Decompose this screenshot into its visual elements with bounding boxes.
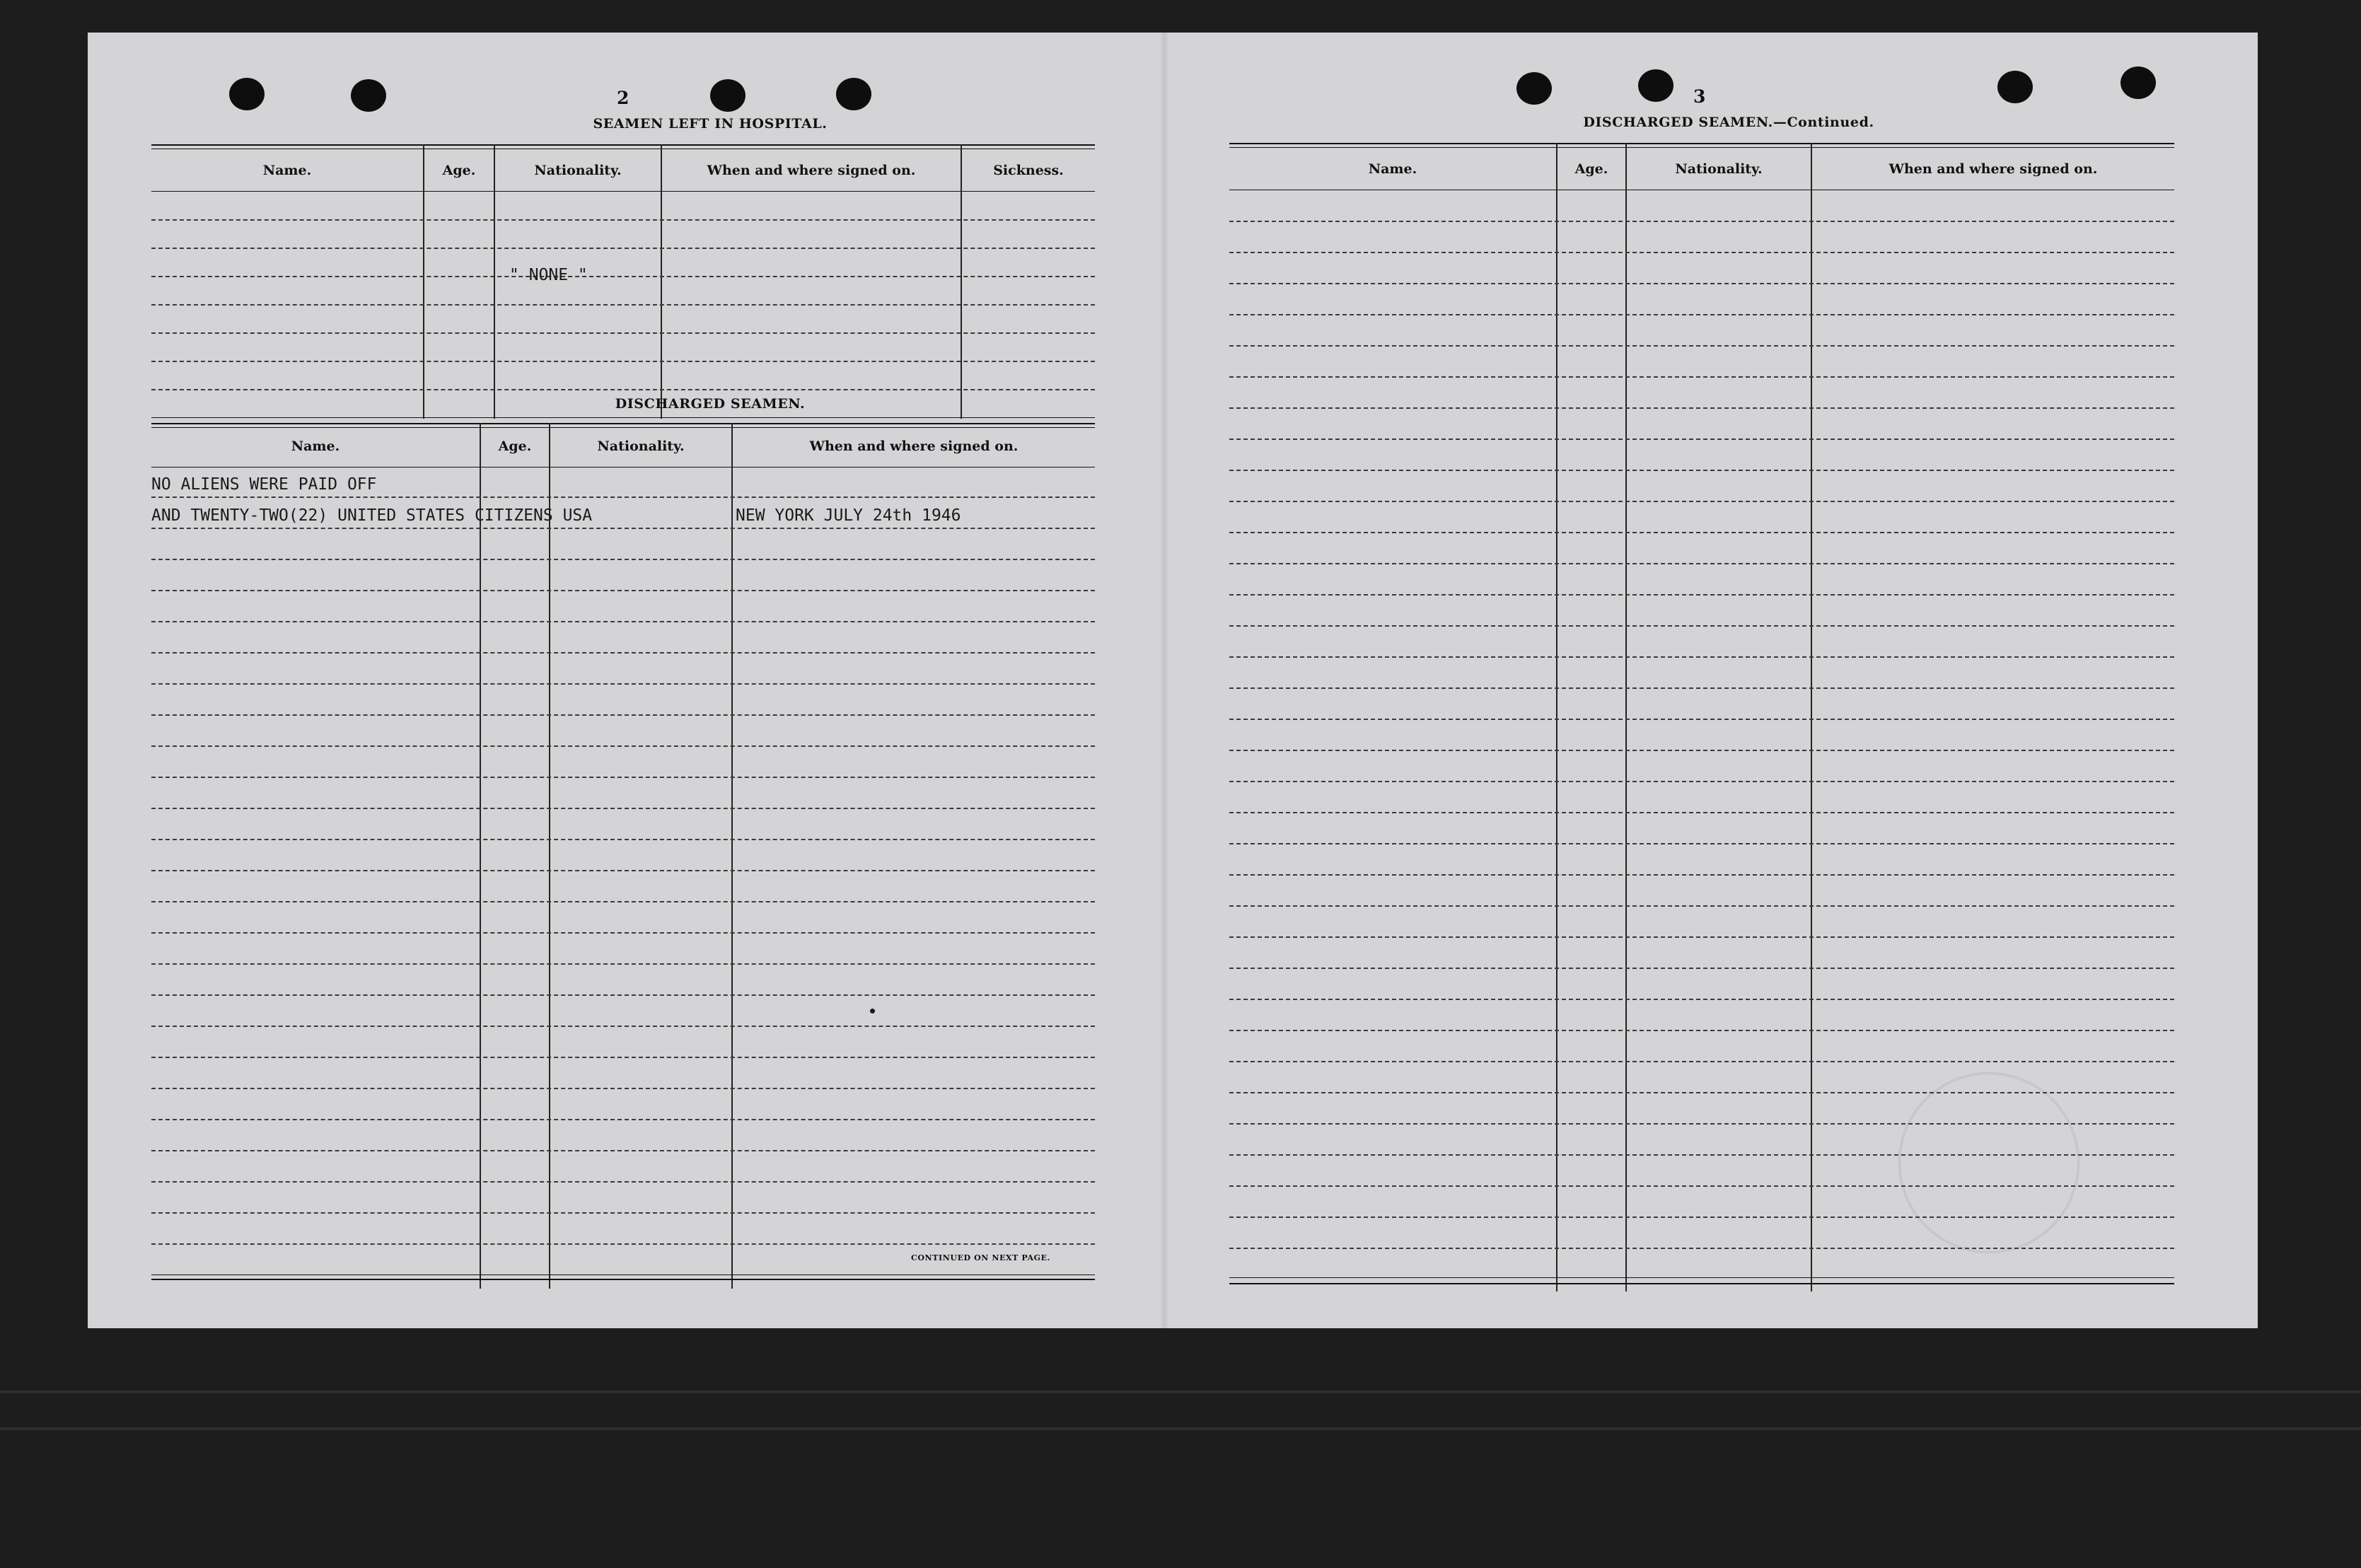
ink-speck	[870, 1009, 875, 1014]
punch-hole	[710, 79, 746, 112]
scanner-band	[0, 1390, 2361, 1393]
discharged-table	[151, 423, 1095, 1289]
punch-hole	[836, 78, 871, 110]
typed-line-us-citizens: AND TWENTY-TWO(22) UNITED STATES CITIZENS USA	[151, 506, 593, 525]
col-header-name: Name.	[291, 439, 340, 454]
faded-stamp	[1898, 1072, 2079, 1253]
hospital-section-title: SEAMEN LEFT IN HOSPITAL.	[593, 116, 828, 132]
col-header-signed-on: When and where signed on.	[1889, 161, 2098, 177]
page-number-right: 3	[1693, 86, 1706, 107]
discharged-section-title: DISCHARGED SEAMEN.	[615, 396, 806, 412]
punch-hole	[229, 78, 265, 110]
col-header-nationality: Nationality.	[534, 163, 622, 178]
col-header-signed-on: When and where signed on.	[707, 163, 916, 178]
punch-hole	[1638, 69, 1673, 102]
hospital-entry-none: " NONE "	[509, 266, 588, 284]
punch-hole	[2121, 66, 2156, 99]
punch-hole	[351, 79, 386, 112]
col-header-age: Age.	[498, 439, 532, 454]
col-header-nationality: Nationality.	[1675, 161, 1763, 177]
col-header-sickness: Sickness.	[993, 163, 1064, 178]
hospital-table	[151, 144, 1095, 419]
document-sheet	[88, 33, 2258, 1328]
col-header-age: Age.	[442, 163, 476, 178]
discharged-continued-title: DISCHARGED SEAMEN.—Continued.	[1583, 115, 1874, 130]
page-number-left: 2	[617, 88, 630, 108]
col-header-name: Name.	[262, 163, 312, 178]
page-fold	[1160, 33, 1168, 1328]
punch-hole	[1997, 71, 2033, 103]
continued-note: CONTINUED ON NEXT PAGE.	[911, 1253, 1050, 1262]
typed-line-no-aliens: NO ALIENS WERE PAID OFF	[151, 475, 377, 494]
col-header-name: Name.	[1368, 161, 1417, 177]
col-header-nationality: Nationality.	[597, 439, 685, 454]
punch-hole	[1516, 72, 1552, 105]
col-header-signed-on: When and where signed on.	[809, 439, 1019, 454]
typed-signed-on-date: NEW YORK JULY 24th 1946	[736, 506, 961, 525]
col-header-age: Age.	[1574, 161, 1608, 177]
scanner-band	[0, 1427, 2361, 1430]
